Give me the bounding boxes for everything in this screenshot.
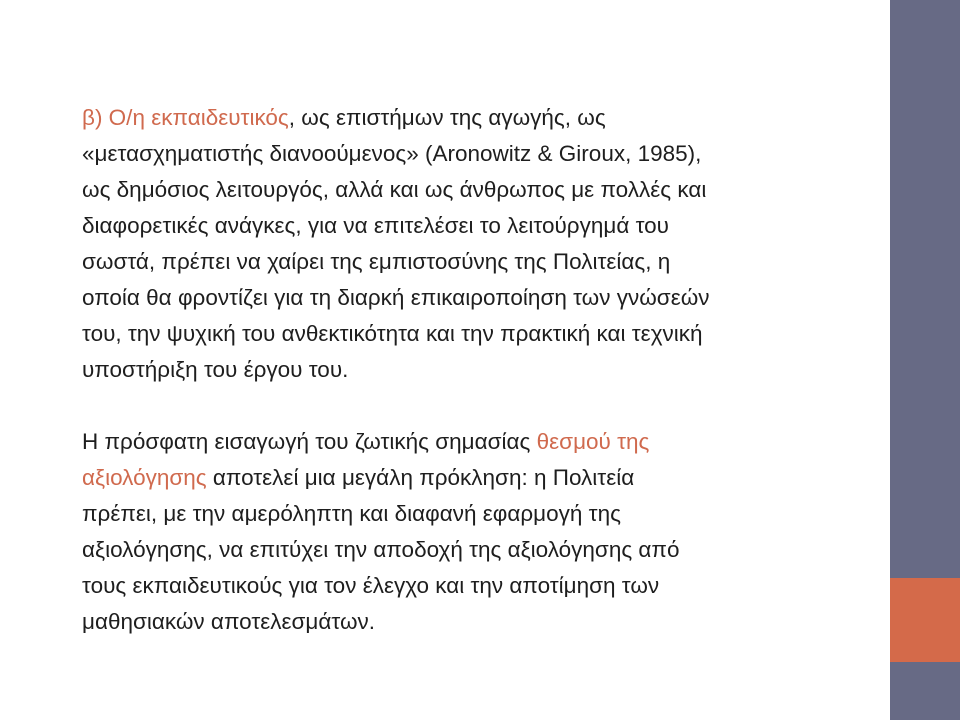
text-line: [82, 532, 872, 568]
text-segment: ως δημόσιος λειτουργός, αλλά και ως άνθρωπος με πολλές και: [82, 177, 707, 202]
text-line: [82, 424, 872, 460]
text-segment: υποστήριξη του έργου του.: [82, 357, 349, 382]
side-accent-block: [890, 578, 960, 662]
text-segment: πρέπει, με την αμερόληπτη και διαφανή εφαρμογή της: [82, 501, 621, 526]
text-segment: «μετασχηματιστής διανοούμενος» (Aronowitz & Giroux, 1985),: [82, 141, 702, 166]
text-segment: αποτελεί μια μεγάλη πρόκληση: η Πολιτεία: [206, 465, 635, 490]
highlighted-phrase: β) Ο/η εκπαιδευτικός: [82, 105, 289, 130]
highlighted-phrase: θεσμού της: [536, 429, 650, 454]
highlighted-phrase: αξιολόγησης: [82, 465, 207, 490]
text-line: [82, 172, 872, 208]
text-line: [82, 136, 872, 172]
text-segment: Η πρόσφατη εισαγωγή του ζωτικής σημασίας: [82, 429, 537, 454]
paragraph: [82, 424, 872, 640]
text-line: [82, 280, 872, 316]
text-line: [82, 568, 872, 604]
slide-body-text: [82, 100, 872, 640]
text-line: [82, 244, 872, 280]
text-line: [82, 208, 872, 244]
text-segment: μαθησιακών αποτελεσμάτων.: [82, 609, 376, 634]
text-segment: οποία θα φροντίζει για τη διαρκή επικαιροποίηση των γνώσεών: [82, 285, 710, 310]
text-line: [82, 100, 872, 136]
text-line: [82, 352, 872, 388]
text-line: [82, 496, 872, 532]
text-segment: σωστά, πρέπει να χαίρει της εμπιστοσύνης της Πολιτείας, η: [82, 249, 671, 274]
paragraph: [82, 100, 872, 388]
text-segment: τους εκπαιδευτικούς για τον έλεγχο και την αποτίμηση των: [82, 573, 660, 598]
text-segment: , ως επιστήμων της αγωγής, ως: [288, 105, 606, 130]
text-segment: του, την ψυχική του ανθεκτικότητα και την πρακτική και τεχνική: [82, 321, 703, 346]
text-line: [82, 316, 872, 352]
text-line: [82, 604, 872, 640]
text-segment: διαφορετικές ανάγκες, για να επιτελέσει το λειτούργημά του: [82, 213, 669, 238]
text-segment: αξιολόγησης, να επιτύχει την αποδοχή της αξιολόγησης από: [82, 537, 680, 562]
text-line: [82, 460, 872, 496]
